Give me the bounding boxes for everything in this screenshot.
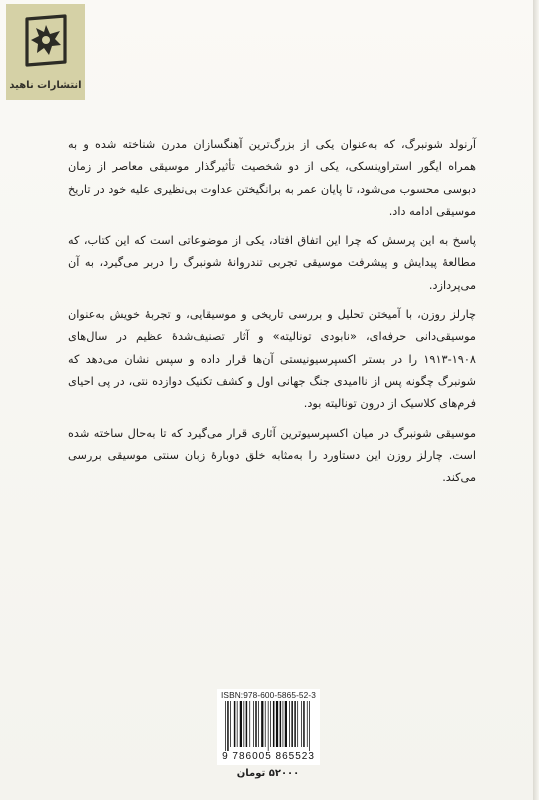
- barcode-bar: [230, 701, 231, 747]
- barcode-bar: [291, 701, 293, 747]
- isbn-text: ISBN:978-600-5865-52-3: [221, 690, 316, 700]
- barcode-bar: [270, 701, 271, 747]
- barcode-bar: [233, 701, 235, 747]
- barcode-bar: [264, 701, 265, 747]
- publisher-logo-block: [6, 4, 85, 100]
- barcode-bar: [236, 701, 237, 747]
- barcode-bar: [279, 701, 281, 747]
- barcode-bar: [227, 701, 229, 751]
- barcode-bar: [245, 701, 247, 747]
- barcode-icon: [223, 701, 315, 751]
- blurb-paragraph: آرنولد شونبرگ، که به‌عنوان یکی از بزرگ‌ترین آهنگسازان مدرن شناخته شده و به همراه ایگور استراوینسکی، یکی از دو شخصیت تأثیرگذار موسیقی معاصر از زمان دبوسی محسوب می‌شود، تا پایان عمر به برانگیختن عداوت بی‌نظیری علیه خود در تاریخ موسیقی ادامه داد.: [68, 138, 476, 218]
- barcode-bar: [275, 701, 277, 747]
- barcode-bar: [284, 701, 286, 747]
- barcode-bar: [255, 701, 257, 747]
- barcode-bar: [301, 701, 302, 747]
- barcode-label: [217, 689, 320, 765]
- blurb-paragraph: پاسخ به این پرسش که چرا این اتفاق افتاد، یکی از موضوعاتی است که این کتاب، که مطالعهٔ پیدایش و پیشرفت موسیقی تجربی تندروانهٔ شونبرگ را دربر می‌گیرد، به آن می‌پردازد.: [68, 234, 476, 292]
- barcode-bar: [294, 701, 296, 747]
- blurb-paragraph: چارلز روزن، با آمیختن تحلیل و بررسی تاریخی و موسیقایی، و تجربهٔ خویش به‌عنوان موسیقی‌دانی حرفه‌ای، «نابودی تونالیته» و آثار تصنیف‌شدهٔ عظیم در سال‌های ۱۹۰۸-۱۹۱۳ را در بستر اکسپرسیونیستی آن‌ها قرار داده و سپس نشان می‌دهد که شونبرگ چگونه پس از ناامیدی جنگ جهانی اول و کشف تکنیک دوازده نتی، در پی احیای فرم‌های کلاسیک از درون تونالیته بود.: [68, 308, 476, 411]
- barcode-bar: [282, 701, 283, 747]
- barcode-bar: [261, 701, 263, 747]
- barcode-bar: [258, 701, 259, 747]
- cover-spine-edge: [533, 0, 539, 800]
- barcode-bar: [303, 701, 305, 747]
- barcode-bar: [243, 701, 244, 747]
- barcode-bar: [225, 701, 226, 751]
- barcode-bar: [267, 701, 268, 751]
- barcode-bar: [289, 701, 290, 747]
- publisher-name: انتشارات ناهید: [9, 80, 82, 91]
- barcode-bar: [309, 701, 310, 751]
- blurb-paragraph: موسیقی شونبرگ در میان اکسپرسیوترین آثاری قرار می‌گیرد که تا به‌حال ساخته شده است. چارلز روزن این دستاورد را به‌مثابه خلق دوبارهٔ زبان سنتی موسیقی بررسی می‌کند.: [68, 426, 476, 485]
- barcode-bar: [306, 701, 307, 747]
- barcode-bar: [239, 701, 241, 747]
- barcode-digits: 9 786005 865523: [222, 751, 315, 762]
- barcode-bar: [272, 701, 274, 747]
- barcode-bar: [253, 701, 254, 747]
- back-cover-blurb: [68, 134, 476, 496]
- barcode-bar: [249, 701, 250, 747]
- star-book-logo-icon: [21, 12, 71, 68]
- price-label: ۵۲۰۰۰ تومان: [236, 768, 300, 779]
- barcode-bar: [297, 701, 298, 747]
